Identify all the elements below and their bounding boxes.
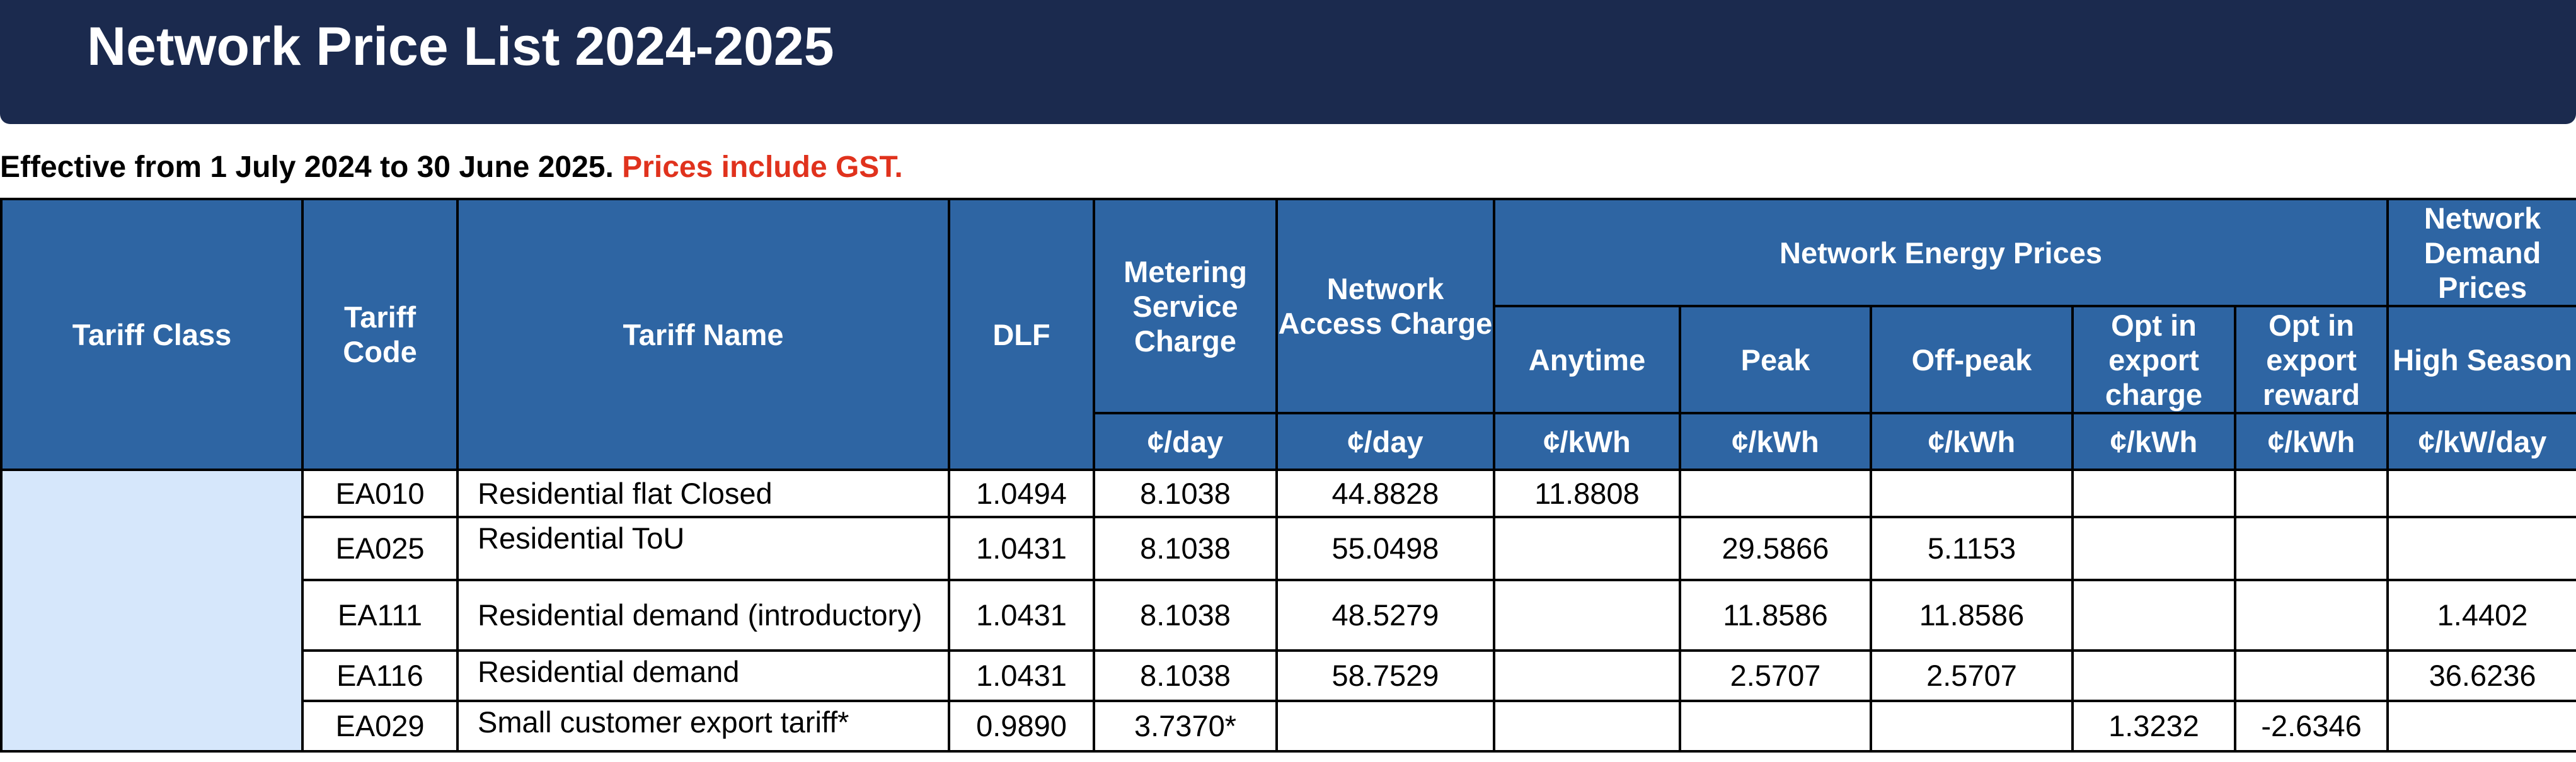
peak-value: 29.5866 <box>1680 517 1871 580</box>
anytime-value: 11.8808 <box>1494 470 1680 517</box>
anytime-value <box>1494 701 1680 751</box>
table-row <box>1 580 2576 651</box>
page-title: Network Price List 2024-2025 <box>87 16 834 77</box>
subtitle <box>0 149 903 186</box>
export-charge-value: 1.3232 <box>2073 701 2235 751</box>
header-anytime: Anytime <box>1494 306 1680 413</box>
peak-value <box>1680 701 1871 751</box>
metering-value: 8.1038 <box>1094 517 1277 580</box>
effective-dates-text: Effective from 1 July 2024 to 30 June 2025. <box>0 151 614 184</box>
export-charge-value <box>2073 517 2235 580</box>
export-charge-value <box>2073 651 2235 701</box>
tariff-code: EA111 <box>302 580 457 651</box>
off-peak-value: 2.5707 <box>1871 651 2073 701</box>
tariff-code: EA025 <box>302 517 457 580</box>
export-reward-value <box>2235 470 2388 517</box>
off-peak-value <box>1871 470 2073 517</box>
off-peak-value: 11.8586 <box>1871 580 2073 651</box>
metering-value: 8.1038 <box>1094 580 1277 651</box>
header-tariff-name: Tariff Name <box>457 199 949 470</box>
price-table <box>0 198 2576 753</box>
tariff-name: Residential demand <box>457 651 949 701</box>
tariff-name: Residential flat Closed <box>457 470 949 517</box>
tariff-code: EA116 <box>302 651 457 701</box>
gst-notice: Prices include GST. <box>622 151 903 184</box>
tariff-name: Residential demand (introductory) <box>457 580 949 651</box>
table-row <box>1 701 2576 751</box>
dlf-value: 1.0494 <box>949 470 1094 517</box>
header-dlf: DLF <box>949 199 1094 470</box>
high-season-value <box>2388 470 2576 517</box>
dlf-value: 1.0431 <box>949 651 1094 701</box>
header-opt-in-export-reward: Opt in export reward <box>2235 306 2388 413</box>
tariff-name: Residential ToU <box>457 517 949 580</box>
off-peak-value: 5.1153 <box>1871 517 2073 580</box>
peak-value: 2.5707 <box>1680 651 1871 701</box>
header-network-demand-prices: Network Demand Prices <box>2388 199 2576 306</box>
unit-metering: ¢/day <box>1094 413 1277 470</box>
high-season-value: 36.6236 <box>2388 651 2576 701</box>
title-bar <box>0 0 2576 124</box>
access-value <box>1277 701 1494 751</box>
unit-off-peak: ¢/kWh <box>1871 413 2073 470</box>
metering-value: 3.7370* <box>1094 701 1277 751</box>
export-reward-value <box>2235 580 2388 651</box>
header-high-season: High Season <box>2388 306 2576 413</box>
export-charge-value <box>2073 580 2235 651</box>
off-peak-value <box>1871 701 2073 751</box>
anytime-value <box>1494 517 1680 580</box>
dlf-value: 0.9890 <box>949 701 1094 751</box>
table-row <box>1 651 2576 701</box>
tariff-code: EA010 <box>302 470 457 517</box>
high-season-value <box>2388 517 2576 580</box>
access-value: 44.8828 <box>1277 470 1494 517</box>
table-row <box>1 517 2576 580</box>
tariff-code: EA029 <box>302 701 457 751</box>
header-tariff-class: Tariff Class <box>1 199 302 470</box>
metering-value: 8.1038 <box>1094 651 1277 701</box>
access-value: 58.7529 <box>1277 651 1494 701</box>
access-value: 55.0498 <box>1277 517 1494 580</box>
unit-export-reward: ¢/kWh <box>2235 413 2388 470</box>
export-charge-value <box>2073 470 2235 517</box>
unit-anytime: ¢/kWh <box>1494 413 1680 470</box>
high-season-value: 1.4402 <box>2388 580 2576 651</box>
header-tariff-code: Tariff Code <box>302 199 457 470</box>
tariff-class-cell <box>1 470 302 751</box>
anytime-value <box>1494 580 1680 651</box>
header-opt-in-export-charge: Opt in export charge <box>2073 306 2235 413</box>
export-reward-value <box>2235 651 2388 701</box>
table-row <box>1 470 2576 517</box>
header-network-access-charge: Network Access Charge <box>1277 199 1494 413</box>
peak-value <box>1680 470 1871 517</box>
access-value: 48.5279 <box>1277 580 1494 651</box>
unit-export-charge: ¢/kWh <box>2073 413 2235 470</box>
header-network-energy-prices: Network Energy Prices <box>1494 199 2388 306</box>
unit-high-season: ¢/kW/day <box>2388 413 2576 470</box>
unit-access: ¢/day <box>1277 413 1494 470</box>
header-off-peak: Off-peak <box>1871 306 2073 413</box>
dlf-value: 1.0431 <box>949 517 1094 580</box>
peak-value: 11.8586 <box>1680 580 1871 651</box>
export-reward-value: -2.6346 <box>2235 701 2388 751</box>
metering-value: 8.1038 <box>1094 470 1277 517</box>
tariff-name: Small customer export tariff* <box>457 701 949 751</box>
unit-peak: ¢/kWh <box>1680 413 1871 470</box>
dlf-value: 1.0431 <box>949 580 1094 651</box>
header-peak: Peak <box>1680 306 1871 413</box>
export-reward-value <box>2235 517 2388 580</box>
anytime-value <box>1494 651 1680 701</box>
header-metering-service-charge: Metering Service Charge <box>1094 199 1277 413</box>
high-season-value <box>2388 701 2576 751</box>
